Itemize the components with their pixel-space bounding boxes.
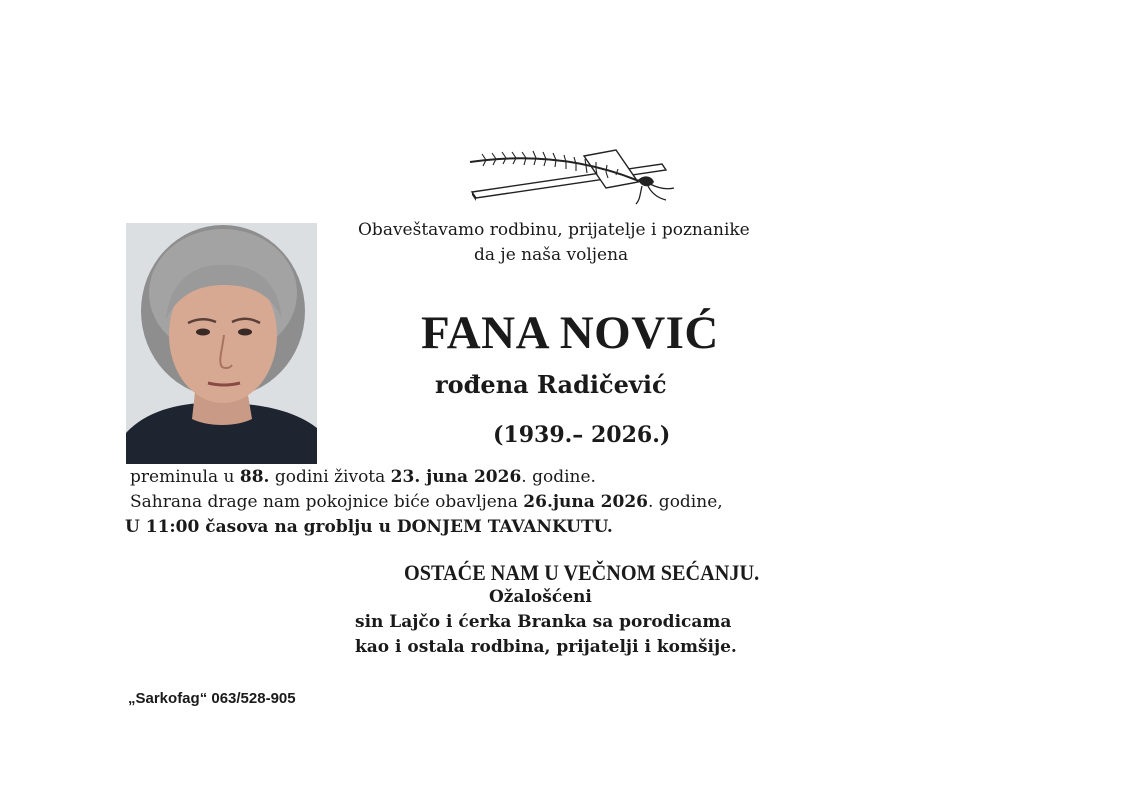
funeral-place: U 11:00 časova na groblju u DONJEM TAVANKUTU.	[125, 517, 613, 537]
death-line-text-3: . godine.	[521, 467, 596, 487]
portrait-photo	[126, 223, 317, 464]
maiden-name: rođena Radičević	[435, 370, 667, 399]
memorial-motto: OSTAĆE NAM U VEČNOM SEĆANJU.	[404, 560, 760, 585]
funeral-line	[130, 492, 723, 512]
mourners-line-2: kao i ostala rodbina, prijatelji i komšije.	[355, 637, 737, 657]
funeral-line-text-1: Sahrana drage nam pokojnice biće obavljena	[130, 492, 524, 512]
death-age: 88.	[239, 467, 270, 487]
mourners-line-1: sin Lajčo i ćerka Branka sa porodicama	[355, 612, 732, 632]
death-line-text-1: preminula u	[130, 467, 240, 487]
deceased-name: FANA NOVIĆ	[421, 307, 719, 359]
death-date: 23. juna 2026	[390, 467, 522, 487]
intro-line-2: da je naša voljena	[474, 245, 629, 265]
mourners-title: Ožalošćeni	[489, 587, 592, 607]
funeral-date: 26.juna 2026	[523, 492, 648, 512]
funeral-agency-contact: „Sarkofag“ 063/528-905	[128, 690, 296, 707]
life-years: (1939.– 2026.)	[493, 422, 671, 448]
funeral-line-text-2: . godine,	[648, 492, 723, 512]
cross-with-palm-icon	[466, 144, 680, 206]
death-line	[130, 467, 596, 487]
death-line-text-2: godini života	[269, 467, 391, 487]
intro-line-1: Obaveštavamo rodbinu, prijatelje i poznanike	[358, 220, 750, 240]
